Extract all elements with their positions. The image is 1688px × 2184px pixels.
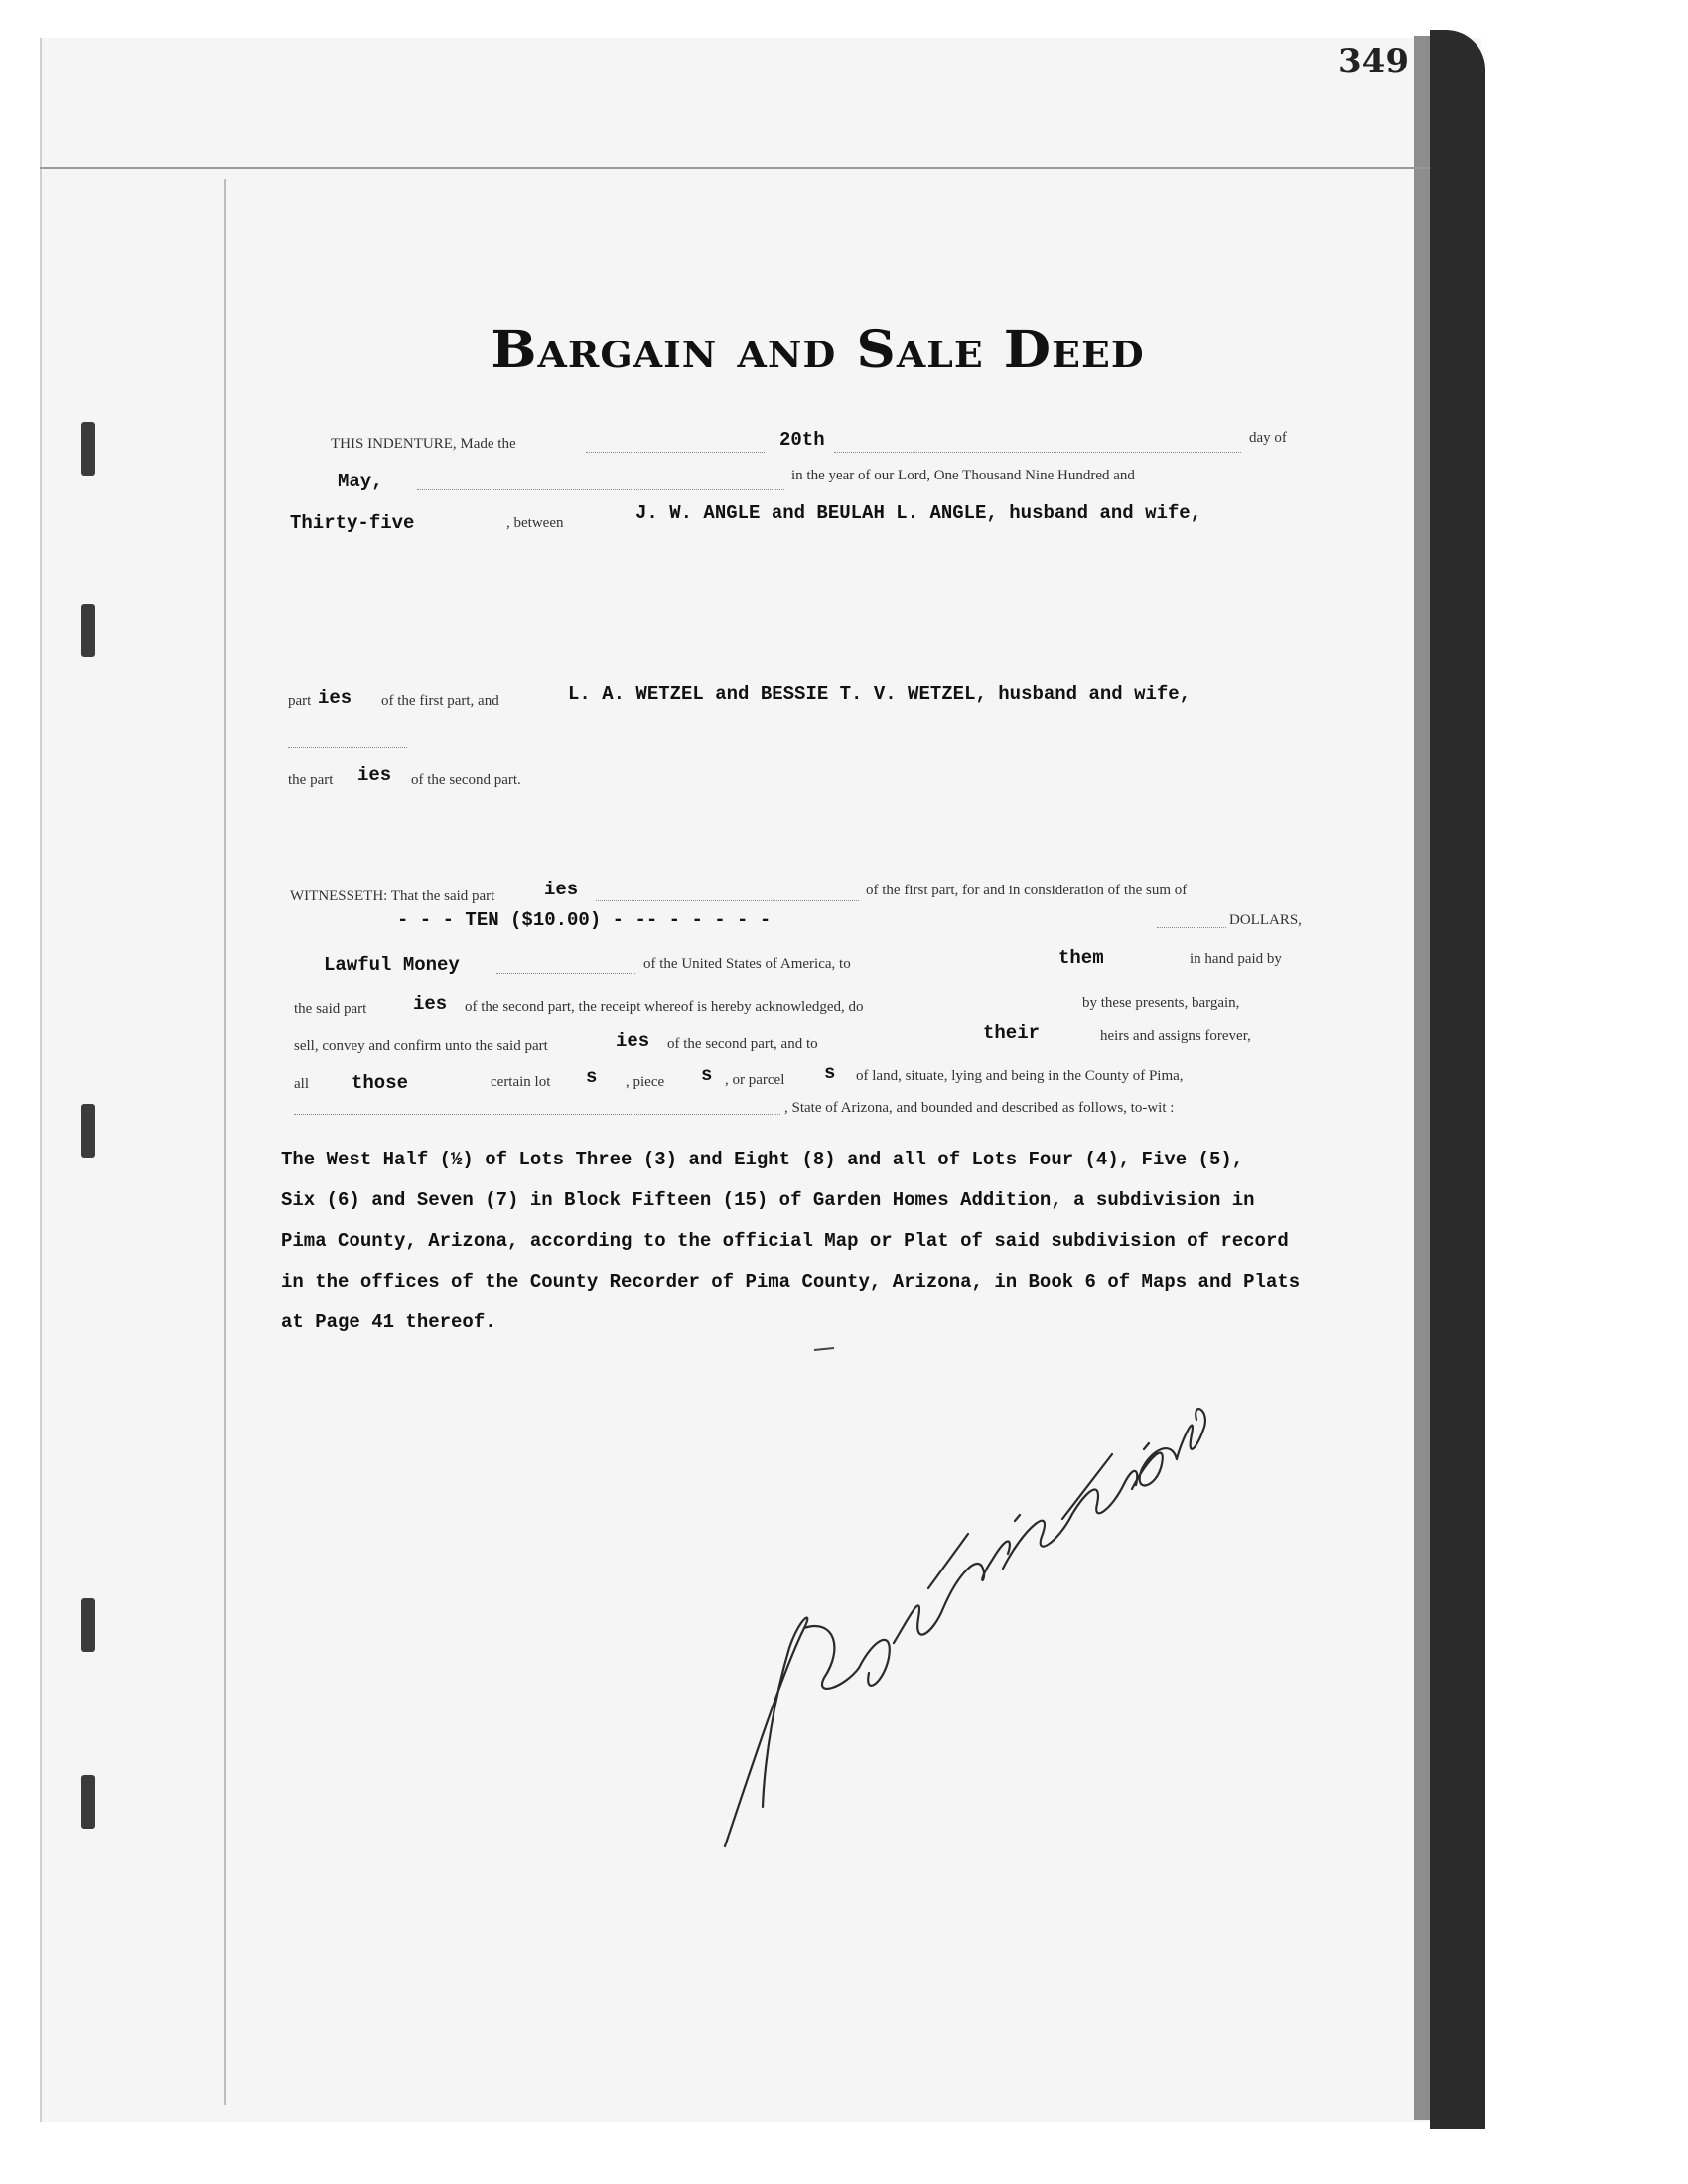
binder-hole (81, 1104, 95, 1158)
month-value: May, (338, 471, 383, 492)
piece-label: , piece (626, 1074, 665, 1090)
money-type: Lawful Money (324, 954, 460, 976)
parties-suffix: ies (318, 687, 352, 709)
parties-prefix: part (288, 693, 312, 709)
receipt-text: of the second part, the receipt whereof is hereby acknowledged, do (465, 999, 864, 1015)
sell-suffix: ies (616, 1030, 650, 1052)
top-rule (40, 167, 1430, 169)
year-value: Thirty-five (290, 512, 415, 534)
lot-suffix: s (586, 1066, 598, 1088)
first-part-and-label: of the first part, and (381, 693, 499, 709)
indenture-intro: THIS INDENTURE, Made the (331, 436, 516, 452)
consideration-text: of the first part, for and in consideration of the sum of (866, 883, 1188, 898)
handwritten-restrictions-annotation (695, 1291, 1211, 1886)
witnesseth-intro: WITNESSETH: That the said part (290, 888, 495, 904)
fill-line (294, 1114, 780, 1115)
state-phrase: , State of Arizona, and bounded and described as follows, to-wit : (784, 1100, 1175, 1116)
page-number: 349 (1338, 42, 1409, 81)
paid-to-value: them (1058, 947, 1104, 969)
united-states-text: of the United States of America, to (643, 956, 851, 972)
in-hand-text: in hand paid by (1190, 951, 1282, 967)
fill-line (496, 973, 635, 974)
dollars-label: DOLLARS, (1229, 912, 1302, 928)
presents-text: by these presents, bargain, (1082, 995, 1240, 1011)
all-label: all (294, 1076, 309, 1092)
second-part-and-to: of the second part, and to (667, 1036, 818, 1052)
witnesseth-suffix: ies (544, 879, 579, 900)
the-part-suffix: ies (357, 764, 392, 786)
fill-line (586, 452, 765, 453)
the-part-label: the part (288, 772, 334, 788)
between-label: , between (506, 515, 564, 531)
description-line: at Page 41 thereof. (281, 1311, 496, 1333)
heirs-text: heirs and assigns forever, (1100, 1028, 1251, 1044)
binder-hole (81, 1775, 95, 1829)
left-margin-rule (224, 179, 226, 2105)
first-parties: J. W. ANGLE and BEULAH L. ANGLE, husband and wife, (635, 502, 1202, 524)
description-line: Six (6) and Seven (7) in Block Fifteen (15) of Garden Homes Addition, a subdivision in (281, 1189, 1255, 1211)
certain-lot-label: certain lot (491, 1074, 551, 1090)
fill-line (596, 900, 859, 901)
piece-suffix: s (701, 1064, 713, 1086)
or-parcel-label: , or parcel (725, 1072, 785, 1088)
parcel-suffix: s (824, 1062, 836, 1084)
second-suffix: ies (413, 993, 448, 1015)
binder-hole (81, 1598, 95, 1652)
binder-hole (81, 422, 95, 476)
sell-text: sell, convey and confirm unto the said part (294, 1038, 548, 1054)
fill-line (1157, 927, 1226, 928)
amount-value: - - - TEN ($10.00) - -- - - - - - (397, 909, 772, 931)
fill-line (417, 489, 784, 490)
deed-title: Bargain and Sale Deed (491, 320, 1145, 380)
second-part-label: of the second part. (411, 772, 521, 788)
day-of-label: day of (1249, 430, 1287, 446)
year-phrase: in the year of our Lord, One Thousand Nine Hundred and (791, 468, 1135, 483)
description-line: Pima County, Arizona, according to the official Map or Plat of said subdivision of record (281, 1230, 1289, 1252)
those-value: those (352, 1072, 409, 1094)
description-line: The West Half (½) of Lots Three (3) and Eight (8) and all of Lots Four (4), Five (5), (281, 1149, 1244, 1170)
description-line: in the offices of the County Recorder of Pima County, Arizona, in Book 6 of Maps and Plats (281, 1271, 1301, 1293)
binder-hole (81, 604, 95, 657)
fill-line (834, 452, 1241, 453)
page-binding-edge (1430, 30, 1485, 2129)
the-said-part-label: the said part (294, 1001, 367, 1017)
second-parties: L. A. WETZEL and BESSIE T. V. WETZEL, husband and wife, (568, 683, 1192, 705)
county-phrase: of land, situate, lying and being in the County of Pima, (856, 1068, 1184, 1084)
their-value: their (983, 1023, 1041, 1044)
fill-line (288, 747, 407, 748)
day-value: 20th (779, 429, 825, 451)
